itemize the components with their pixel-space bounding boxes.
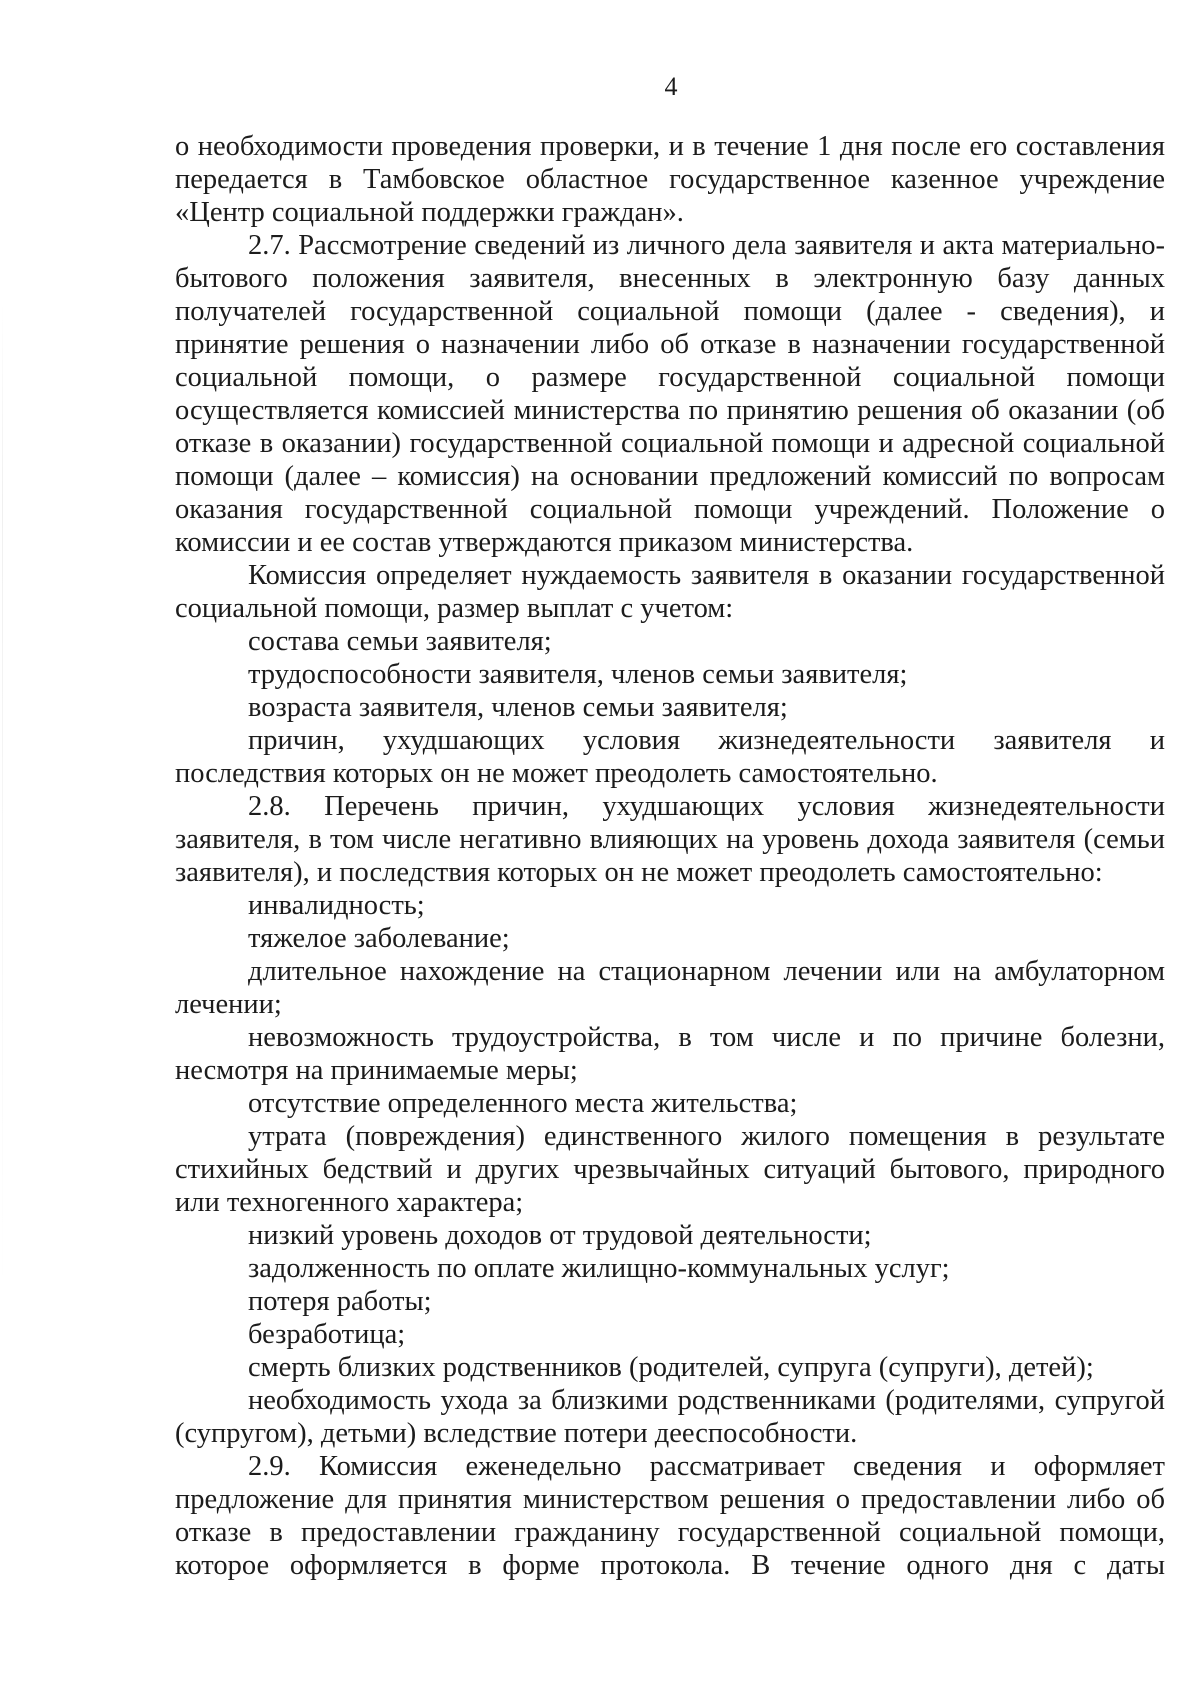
paragraph-p4: состава семьи заявителя; xyxy=(248,626,552,657)
paragraph-p3: Комиссия определяет нуждаемость заявителя в оказании государственной социальной помощи, размер выплат с учетом: xyxy=(175,560,1165,624)
paragraph-p13: отсутствие определенного места жительства; xyxy=(248,1088,798,1119)
paragraph-p17: потеря работы; xyxy=(248,1286,432,1317)
paragraph-p19: смерть близких родственников (родителей, супруга (супруги), детей); xyxy=(248,1352,1094,1383)
paragraph-p15: низкий уровень доходов от трудовой деятельности; xyxy=(248,1220,872,1251)
paragraph-p12: невозможность трудоустройства, в том числе и по причине болезни, несмотря на принимаемые меры; xyxy=(175,1022,1165,1086)
paragraph-p20: необходимость ухода за близкими родственниками (родителями, супругой (супругом), детьми) вследствие потери дееспособности. xyxy=(175,1385,1165,1449)
paragraph-p8: 2.8. Перечень причин, ухудшающих условия жизнедеятельности заявителя, в том числе негативно влияющих на уровень дохода заявителя (семьи заявителя), и последствия которых он не может преодолеть самостоятельно: xyxy=(175,791,1165,888)
paragraph-p18: безработица; xyxy=(248,1319,406,1350)
paragraph-p5: трудоспособности заявителя, членов семьи заявителя; xyxy=(248,659,908,690)
paragraph-p9: инвалидность; xyxy=(248,890,425,921)
paragraph-p11: длительное нахождение на стационарном лечении или на амбулаторном лечении; xyxy=(175,956,1165,1020)
paragraph-p6: возраста заявителя, членов семьи заявителя; xyxy=(248,692,788,723)
page-number: 4 xyxy=(664,72,678,101)
document-body xyxy=(175,130,1165,1582)
paragraph-p10: тяжелое заболевание; xyxy=(248,923,510,954)
paragraph-p1: о необходимости проведения проверки, и в течение 1 дня после его составления передается в Тамбовское областное государственное казенное учреждение «Центр социальной поддержки граждан». xyxy=(175,131,1165,228)
paragraph-p16: задолженность по оплате жилищно-коммунальных услуг; xyxy=(248,1253,950,1284)
paragraph-p14: утрата (повреждения) единственного жилого помещения в результате стихийных бедствий и других чрезвычайных ситуаций бытового, природного или техногенного характера; xyxy=(175,1121,1165,1218)
scan-edge-shadow xyxy=(2,300,3,1300)
paragraph-p21: 2.9. Комиссия еженедельно рассматривает сведения и оформляет предложение для принятия министерством решения о предоставлении либо об отказе в предоставлении гражданину государственной социальной помощи, которое оформляется в форме протокола. В течение одного дня с даты xyxy=(175,1451,1165,1581)
paragraph-p7: причин, ухудшающих условия жизнедеятельности заявителя и последствия которых он не может преодолеть самостоятельно. xyxy=(175,725,1165,789)
paragraph-p2: 2.7. Рассмотрение сведений из личного дела заявителя и акта материально-бытового положения заявителя, внесенных в электронную базу данных получателей государственной социальной помощи (далее - сведения), и принятие решения о назначении либо об отказе в назначении государственной социальной помощи, о размере государственной социальной помощи осуществляется комиссией министерства по принятию решения об оказании (об отказе в оказании) государственной социальной помощи и адресной социальной помощи (далее – комиссия) на основании предложений комиссий по вопросам оказания государственной социальной помощи учреждений. Положение о комиссии и ее состав утверждаются приказом министерства. xyxy=(175,230,1165,558)
